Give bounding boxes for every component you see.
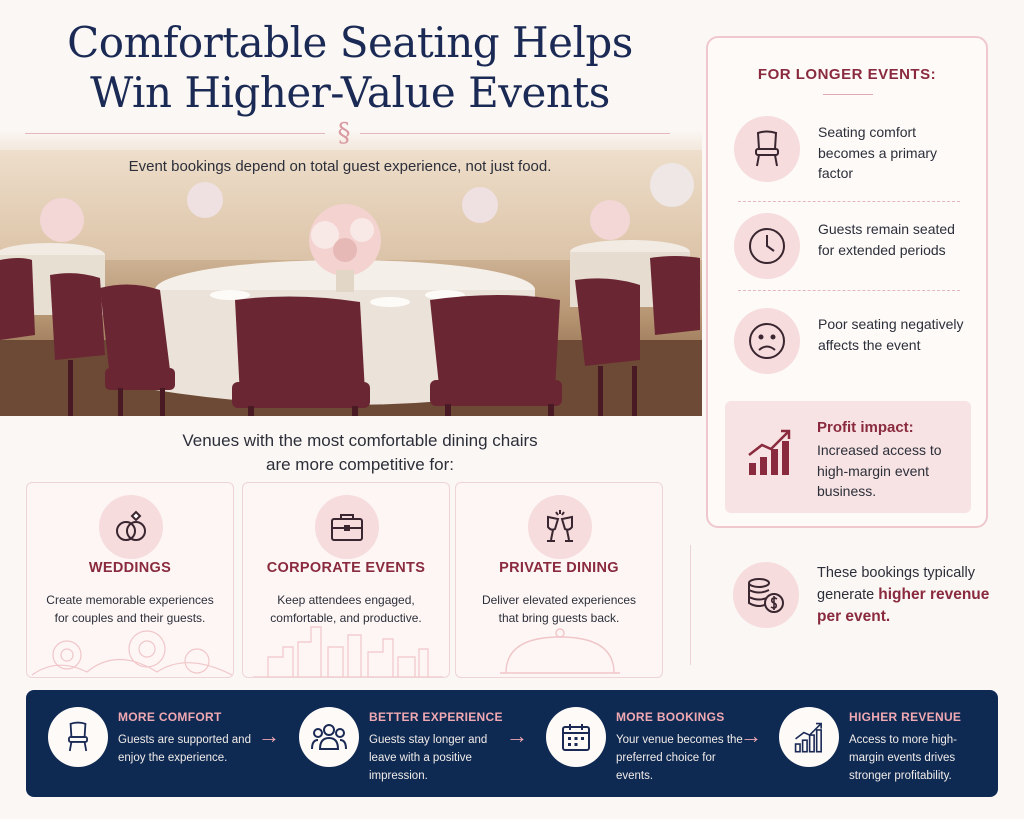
page-title bbox=[20, 18, 680, 118]
card-title: CORPORATE EVENTS bbox=[266, 560, 426, 576]
flow-step-heading: MORE COMFORT bbox=[118, 710, 222, 724]
flow-step-heading: HIGHER REVENUE bbox=[849, 710, 962, 724]
rings-icon bbox=[99, 495, 163, 559]
clock-icon bbox=[734, 213, 800, 279]
sad-face-icon bbox=[734, 308, 800, 374]
card-title: PRIVATE DINING bbox=[499, 560, 619, 576]
profit-impact-box bbox=[725, 401, 971, 513]
city-skyline-icon bbox=[243, 617, 450, 677]
profit-heading: Profit impact: bbox=[817, 419, 914, 436]
arrow-right-icon: → bbox=[506, 723, 528, 748]
revenue-text-plain: These bookings typically generate bbox=[817, 565, 975, 603]
panel-item-text: Poor seating negatively affects the event bbox=[818, 316, 964, 353]
benefit-flow-band bbox=[26, 690, 998, 797]
title-divider-right bbox=[360, 133, 670, 134]
flow-step-text: Your venue becomes the preferred choice for events. bbox=[616, 734, 743, 782]
arrow-right-icon: → bbox=[740, 723, 762, 748]
panel-item-text: Guests remain seated for extended periods bbox=[818, 221, 955, 258]
card-desc-line-2: comfortable, and productive. bbox=[270, 611, 422, 625]
dashed-separator bbox=[738, 290, 960, 291]
intro-line-1: Venues with the most comfortable dining chairs bbox=[182, 431, 538, 450]
floral-decoration-icon bbox=[27, 617, 234, 677]
panel-item-text: Seating comfort becomes a primary factor bbox=[818, 124, 938, 181]
subtitle: Event bookings depend on total guest experience, not just food. bbox=[128, 158, 552, 175]
coins-icon bbox=[733, 562, 799, 628]
flow-step-text: Guests are supported and enjoy the experience. bbox=[118, 734, 251, 764]
panel-heading-underline bbox=[823, 94, 873, 95]
card-private-dining bbox=[455, 482, 663, 678]
card-desc-line-1: Create memorable experiences bbox=[46, 593, 214, 607]
dashed-separator bbox=[738, 201, 960, 202]
people-icon bbox=[299, 707, 359, 767]
chair-icon bbox=[48, 707, 108, 767]
briefcase-icon bbox=[315, 495, 379, 559]
card-weddings bbox=[26, 482, 234, 678]
card-desc-line-1: Keep attendees engaged, bbox=[277, 593, 415, 607]
title-line-2: Win Higher-Value Events bbox=[90, 68, 610, 117]
longer-events-panel bbox=[706, 36, 988, 528]
card-title: WEDDINGS bbox=[88, 560, 172, 576]
divider-ornament-icon: § bbox=[337, 118, 351, 148]
intro-line-2: are more competitive for: bbox=[265, 455, 454, 474]
growth-chart-icon bbox=[779, 707, 839, 767]
revenue-note bbox=[817, 563, 997, 628]
champagne-icon bbox=[528, 495, 592, 559]
calendar-icon bbox=[546, 707, 606, 767]
card-desc-line-2: that bring guests back. bbox=[498, 611, 620, 625]
growth-chart-icon bbox=[747, 427, 793, 482]
chair-icon bbox=[734, 116, 800, 182]
intro-text bbox=[60, 429, 660, 477]
vertical-divider bbox=[690, 545, 691, 665]
flow-step-heading: BETTER EXPERIENCE bbox=[369, 710, 503, 724]
card-desc-line-1: Deliver elevated experiences bbox=[481, 593, 637, 607]
card-desc-line-2: for couples and their guests. bbox=[54, 611, 206, 625]
revenue-text-bold: higher revenue per event. bbox=[817, 586, 990, 625]
panel-heading: FOR LONGER EVENTS: bbox=[757, 66, 937, 83]
flow-step-text: Guests stay longer and leave with a positive impression. bbox=[369, 734, 488, 782]
cloche-icon bbox=[456, 617, 663, 677]
flow-step-heading: MORE BOOKINGS bbox=[616, 710, 725, 724]
title-line-1: Comfortable Seating Helps bbox=[67, 18, 633, 67]
card-corporate-events bbox=[242, 482, 450, 678]
flow-step-text: Access to more high-margin events drives stronger profitability. bbox=[849, 734, 958, 782]
arrow-right-icon: → bbox=[258, 723, 280, 748]
title-divider-left bbox=[25, 133, 325, 134]
profit-text: Increased access to high-margin event business. bbox=[817, 442, 942, 499]
